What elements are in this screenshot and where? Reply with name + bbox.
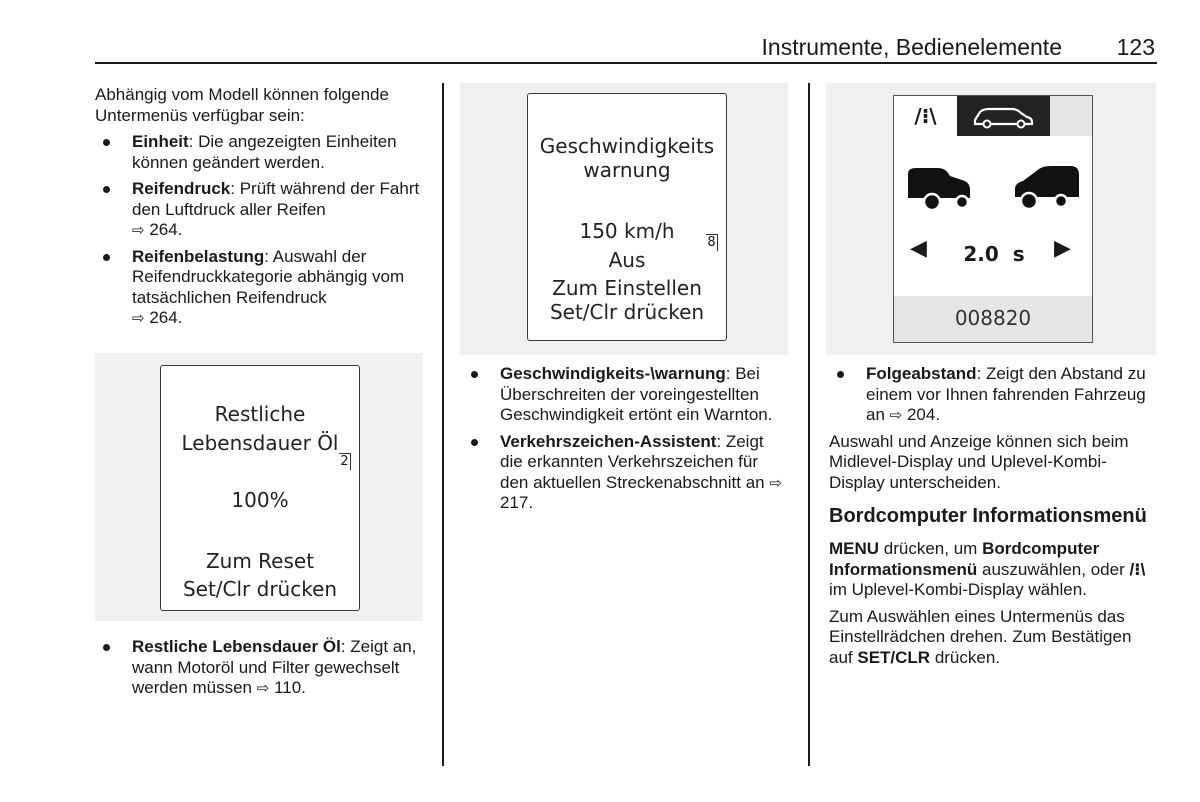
display-value: 100%	[231, 488, 289, 512]
tab-vehicle	[957, 96, 1050, 136]
bullet-text: : Zeigt den Abstand zu einem vor Ihnen fahrenden Fahrzeug an	[866, 364, 1146, 424]
menu-name: Bordcomputer Informationsmenü	[829, 539, 1100, 579]
bullet-text: : Bei Überschreiten der voreingestellten Geschwindigkeit ertönt ein Warnton.	[500, 364, 773, 424]
left-arrow-icon: ◀	[910, 236, 927, 261]
display-line: Set/Clr drücken	[182, 577, 338, 601]
column-divider-1	[442, 83, 444, 766]
bullet-text: : Zeigt die erkannten Verkehrszeichen für den aktuellen Streckenabschnitt an	[500, 431, 765, 492]
header-rule	[95, 62, 1157, 64]
bullet-text: : Prüft während der Fahrt den Luftdruck aller Reifen	[132, 179, 420, 219]
display-line: Aus	[608, 248, 646, 272]
bullet-term: Folgeabstand	[866, 364, 977, 383]
page-reference-icon: ⇨	[256, 679, 270, 697]
page-reference[interactable]: 264.	[149, 308, 183, 327]
intro-paragraph: Abhängig vom Modell können folgende Untermenüs verfügbar sein:	[95, 85, 389, 125]
bullet-einheit	[95, 132, 425, 173]
bullet-traffic-sign-assistant	[463, 432, 788, 514]
bullet-oil-life	[95, 637, 425, 699]
bullet-reifenbelastung	[95, 247, 425, 329]
display-oil-life	[160, 365, 360, 611]
paragraph-text: drücken, um	[879, 539, 983, 558]
figure-tag: 8	[706, 234, 718, 251]
paragraph-text: im Uplevel-Kombi-Display wählen.	[829, 580, 1087, 599]
page-reference[interactable]: 264.	[149, 220, 183, 239]
column-divider-2	[808, 83, 810, 766]
column-1-top	[95, 85, 425, 335]
column-1-bottom	[95, 637, 425, 705]
car-front-icon	[1009, 161, 1084, 216]
road-assist-icon: /⁝\	[1129, 559, 1146, 579]
display-line: Lebensdauer Öl	[181, 431, 339, 455]
odometer: 008820	[954, 306, 1032, 330]
car-rear-icon	[904, 164, 974, 214]
page-reference-icon: ⇨	[769, 473, 782, 492]
column-2-text	[463, 364, 788, 520]
paragraph-text: drücken.	[930, 647, 1001, 667]
display-line: Zum Einstellen	[552, 276, 702, 300]
bullet-text: : Die angezeigten Einheiten können geändert werden.	[132, 132, 397, 172]
display-body	[894, 136, 1092, 296]
paragraph-display-difference: Auswahl und Anzeige können sich beim Midlevel-Display und Uplevel-Kombi-Display unterscheiden.	[829, 431, 1129, 492]
bullet-term: Reifendruck	[132, 179, 231, 198]
display-speed-warning	[527, 93, 727, 341]
tab-road-assist: /⁝\	[894, 96, 957, 136]
display-line: Zum Reset	[205, 549, 315, 573]
display-line: warnung	[583, 158, 671, 182]
bullet-term: Einheit	[132, 132, 189, 151]
page-number: 123	[1116, 34, 1155, 60]
right-arrow-icon: ▶	[1054, 236, 1071, 261]
display-value: 150 km/h	[579, 219, 675, 243]
page-reference-icon: ⇨	[132, 221, 145, 239]
bullet-term: Geschwindigkeits-\warnung	[500, 364, 726, 383]
section-title: Instrumente, Bedienelemente	[761, 34, 1062, 60]
bullet-speed-warning	[463, 364, 788, 426]
page-reference[interactable]: 217.	[500, 493, 534, 512]
page-reference[interactable]: 204.	[906, 405, 941, 424]
bullet-term: Verkehrszeichen-Assistent	[500, 431, 717, 451]
display-following-distance	[893, 95, 1093, 343]
set-clr-button-label: SET/CLR	[857, 647, 931, 667]
display-line: Set/Clr drücken	[549, 300, 705, 324]
display-line: Restliche	[214, 402, 306, 426]
section-heading: Bordcomputer Informationsmenü	[829, 505, 1147, 527]
figure-tag: 2	[339, 453, 351, 470]
car-outline-icon	[957, 96, 1050, 136]
bullet-following-distance	[829, 364, 1157, 426]
bullet-term: Reifenbelastung	[132, 246, 265, 266]
page-reference[interactable]: 110.	[274, 678, 306, 697]
bullet-term: Restliche Lebensdauer Öl	[132, 637, 341, 656]
paragraph-submenu	[829, 607, 1157, 669]
column-3-text	[829, 364, 1157, 674]
bullet-text: : Zeigt an, wann Motoröl und Filter gewechselt werden müssen	[132, 637, 417, 697]
paragraph-menu	[829, 539, 1157, 601]
page-reference-icon: ⇨	[132, 309, 145, 327]
bullet-text: : Auswahl der Reifendruckkategorie abhängig vom tatsächlichen Reifendruck	[132, 246, 405, 307]
page-reference-icon: ⇨	[889, 406, 903, 424]
bullet-reifendruck	[95, 179, 425, 241]
paragraph-text: auszuwählen, oder	[977, 559, 1130, 579]
menu-button-label: MENU	[829, 539, 880, 558]
paragraph-text: Zum Auswählen eines Untermenüs das Einstellrädchen drehen. Zum Bestätigen auf	[829, 606, 1132, 667]
display-line: Geschwindigkeits	[539, 134, 715, 158]
display-value: 2.0 s	[963, 242, 1025, 266]
